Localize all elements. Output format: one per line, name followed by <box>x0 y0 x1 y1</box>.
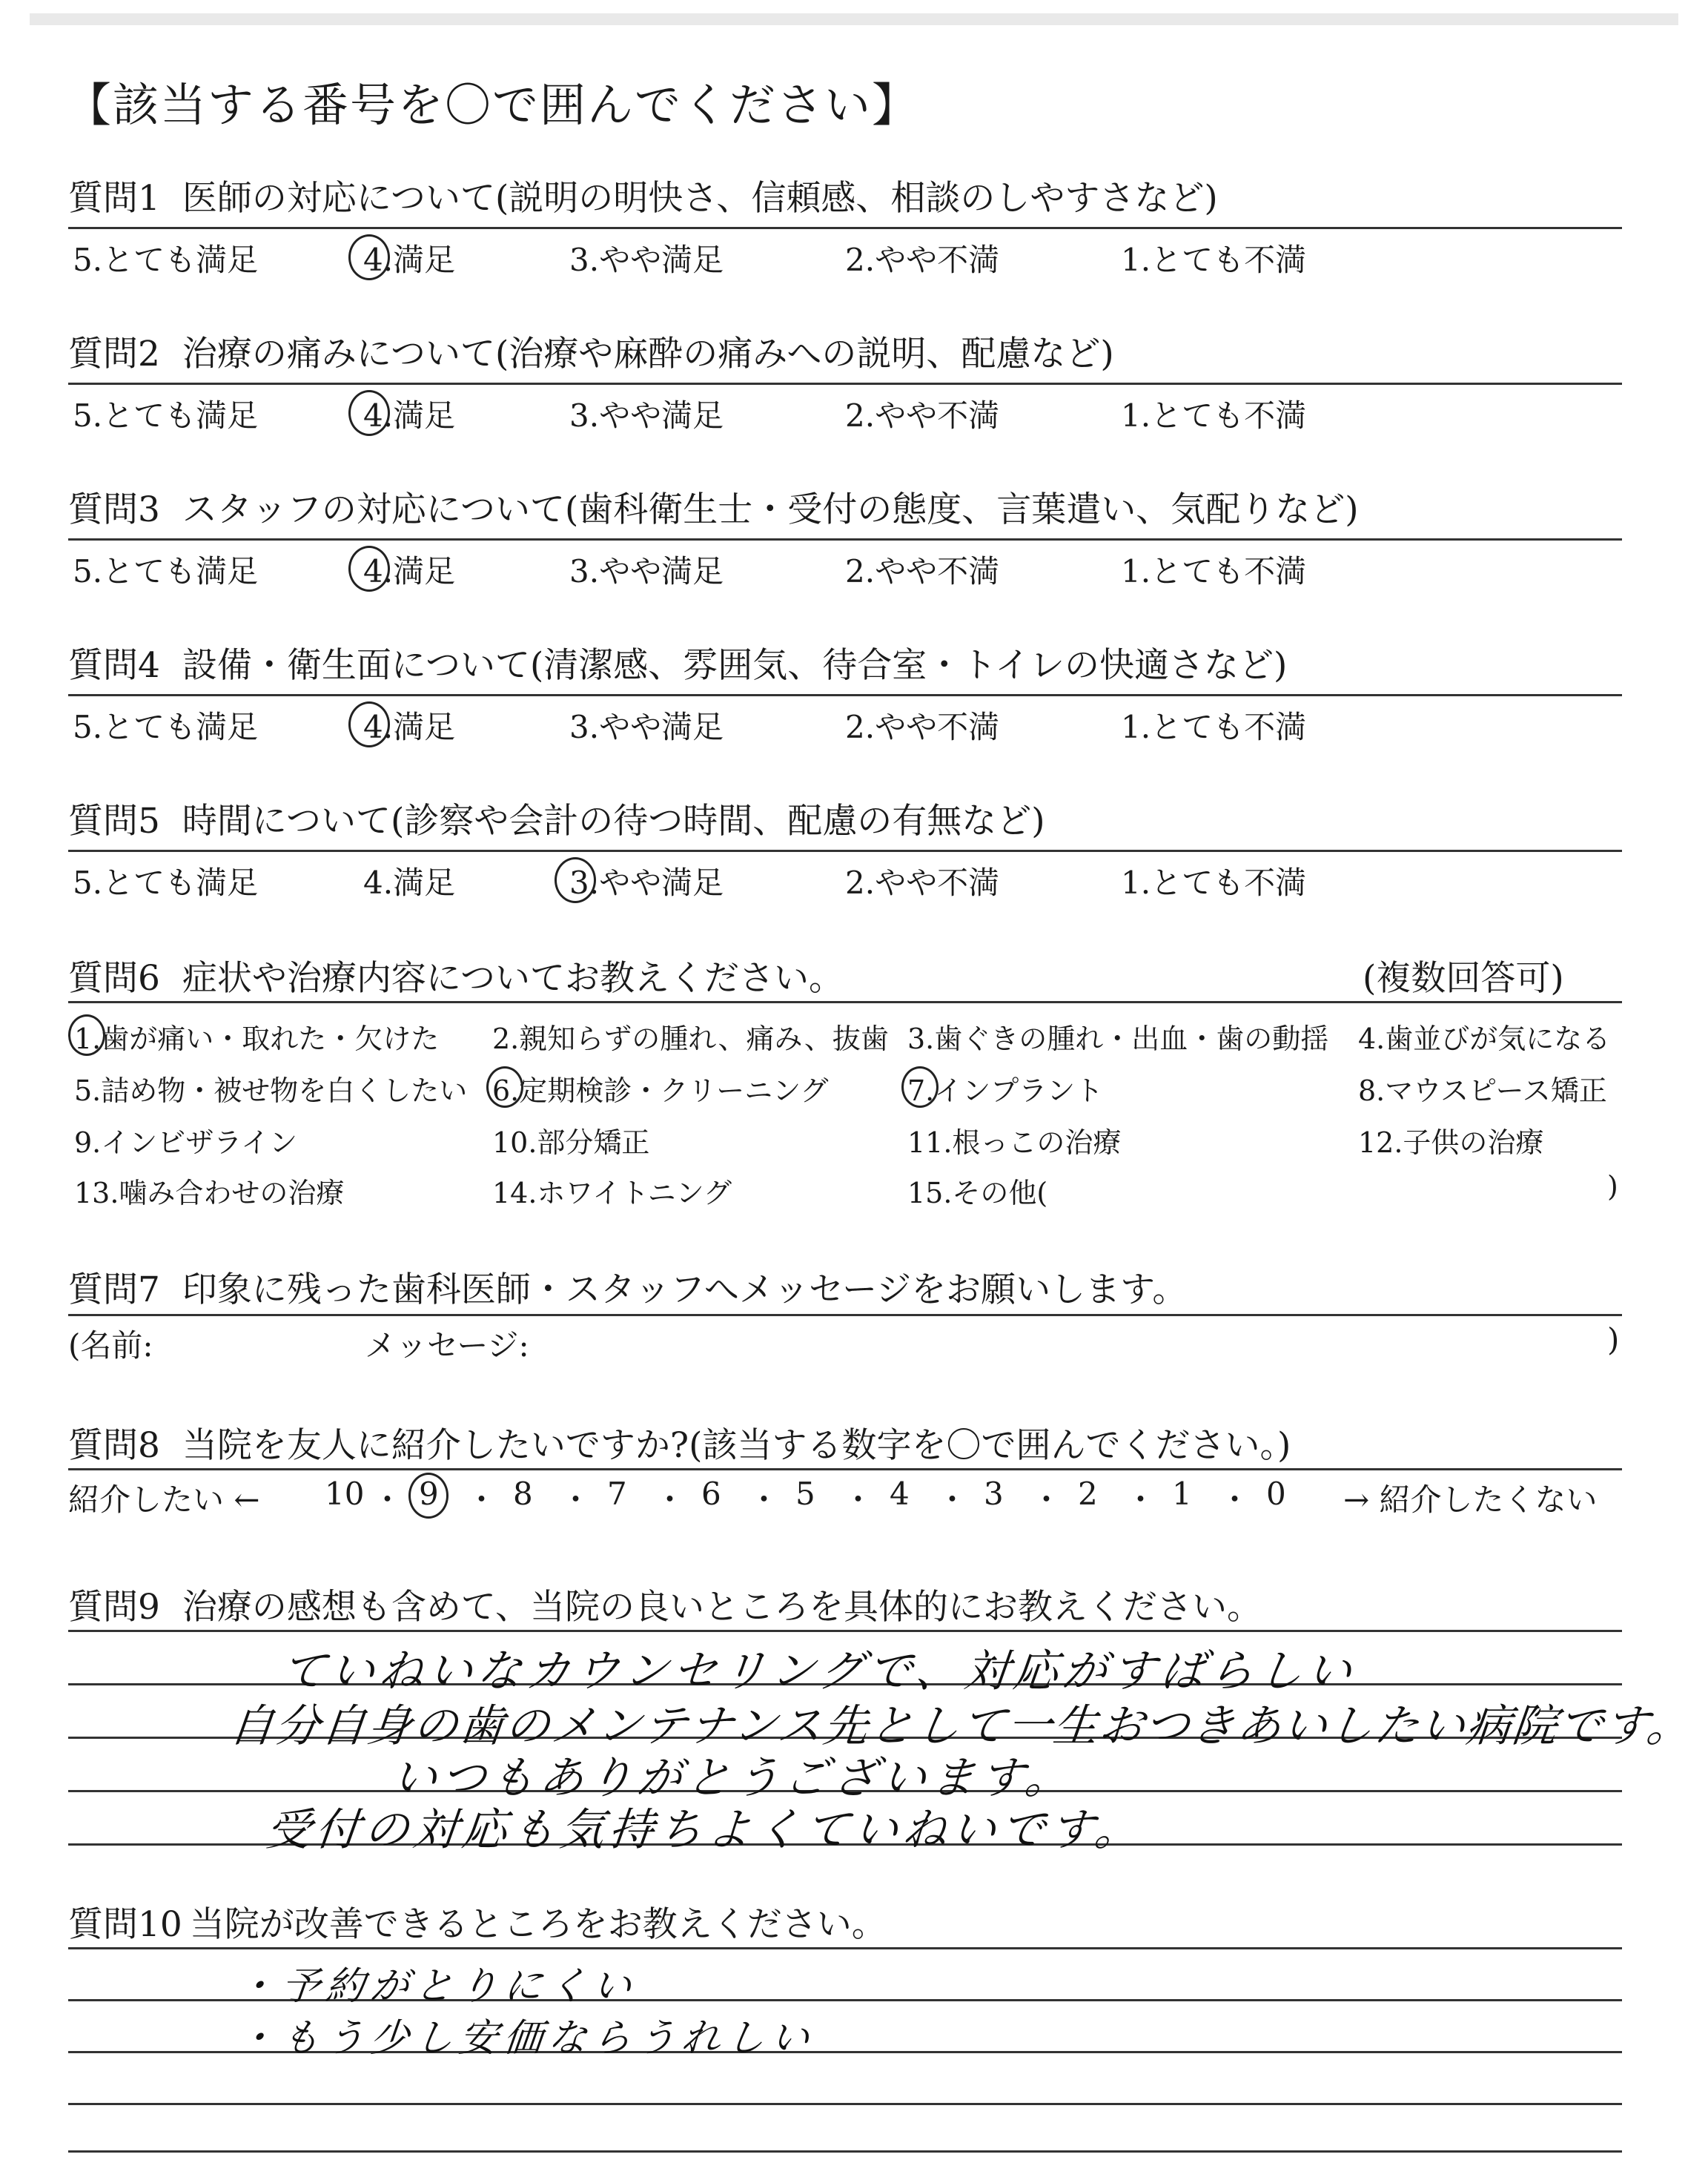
q9-handwriting-1: ていねいなカウンセリングで、対応がすばらしい <box>278 1645 1359 1697</box>
q4-number: 質問4 <box>68 645 160 686</box>
q8-scale-5[interactable]: 5 <box>795 1476 815 1512</box>
q2-text: 治療の痛みについて(治療や麻酔の痛みへの説明、配慮など) <box>182 334 1114 374</box>
q5-option-3[interactable]: 3.やや満足 <box>569 865 724 901</box>
q8-scale-separator: ・ <box>654 1482 686 1518</box>
q6-option-11[interactable]: 11.根っこの治療 <box>907 1126 1122 1159</box>
q1-option-3[interactable]: 3.やや満足 <box>569 242 724 278</box>
q8-selection-circle <box>408 1473 448 1519</box>
q6-selection-circle <box>68 1014 105 1056</box>
q3-text: スタッフの対応について(歯科衛生士・受付の態度、言葉遣い、気配りなど) <box>182 489 1359 530</box>
q1-option-4[interactable]: 4.満足 <box>363 242 456 278</box>
q9-rule <box>68 1630 1622 1632</box>
q6-other-close-paren: ) <box>1607 1170 1618 1203</box>
q8-scale-4[interactable]: 4 <box>890 1476 910 1512</box>
q3-option-5[interactable]: 5.とても満足 <box>73 553 259 589</box>
q9-handwriting-4: 受付の対応も気持ちよくていねいです。 <box>263 1804 1147 1856</box>
q1-text: 医師の対応について(説明の明快さ、信頼感、相談のしやすさなど) <box>182 178 1218 219</box>
q7-rule <box>68 1314 1622 1316</box>
q2-option-1[interactable]: 1.とても不満 <box>1121 397 1307 434</box>
q2-title <box>68 326 1114 376</box>
q10-handwriting-2: ・もう少し安価ならうれしい <box>234 2016 818 2061</box>
q4-option-3[interactable]: 3.やや満足 <box>569 709 724 745</box>
q3-option-3[interactable]: 3.やや満足 <box>569 553 724 589</box>
q8-left-label: 紹介したい ← <box>68 1482 260 1518</box>
q6-option-4[interactable]: 4.歯並びが気になる <box>1358 1023 1611 1055</box>
q8-scale-1[interactable]: 1 <box>1172 1476 1192 1512</box>
q4-rule <box>68 694 1622 696</box>
q2-option-3[interactable]: 3.やや満足 <box>569 397 724 434</box>
q9-handwriting-2: 自分自身の歯のメンテナンス先として一生おつきあいしたい病院です。 <box>226 1700 1695 1752</box>
q6-selection-circle <box>901 1066 939 1108</box>
q3-option-4[interactable]: 4.満足 <box>363 553 456 589</box>
q5-option-1[interactable]: 1.とても不満 <box>1121 865 1307 901</box>
q6-option-6[interactable]: 6.定期検診・クリーニング <box>492 1074 829 1107</box>
q6-option-1[interactable]: 1.歯が痛い・取れた・欠けた <box>74 1023 440 1055</box>
q5-option-5[interactable]: 5.とても満足 <box>73 865 259 901</box>
q6-note: (複数回答可) <box>1363 958 1564 999</box>
q8-scale-2[interactable]: 2 <box>1078 1476 1098 1512</box>
q8-scale-separator: ・ <box>371 1482 403 1518</box>
q5-option-4[interactable]: 4.満足 <box>363 865 456 901</box>
q6-text: 症状や治療内容についてお教えください。 <box>182 958 844 999</box>
q4-option-1[interactable]: 1.とても不満 <box>1121 709 1307 745</box>
q8-title <box>68 1418 1291 1467</box>
q6-option-14[interactable]: 14.ホワイトニング <box>492 1177 732 1209</box>
q6-option-7[interactable]: 7.インプラント <box>907 1074 1104 1107</box>
q3-title <box>68 482 1359 532</box>
q2-option-2[interactable]: 2.やや不満 <box>845 397 1000 434</box>
q2-selection-circle <box>348 390 390 436</box>
q6-option-2[interactable]: 2.親知らずの腫れ、痛み、抜歯 <box>492 1023 889 1055</box>
q8-scale-separator: ・ <box>1030 1482 1062 1518</box>
q7-message-label: メッセージ: <box>365 1327 529 1364</box>
q6-option-13[interactable]: 13.噛み合わせの治療 <box>74 1177 345 1209</box>
q1-selection-circle <box>348 234 390 280</box>
q8-scale-separator: ・ <box>842 1482 874 1518</box>
q6-rule <box>68 1001 1622 1003</box>
q9-number: 質問9 <box>68 1587 160 1628</box>
q8-scale-7[interactable]: 7 <box>607 1476 627 1512</box>
q9-text: 治療の感想も含めて、当院の良いところを具体的にお教えください。 <box>182 1587 1262 1628</box>
q3-option-2[interactable]: 2.やや不満 <box>845 553 1000 589</box>
q9-handwriting-3: いつもありがとうございます。 <box>389 1752 1077 1804</box>
q7-text: 印象に残った歯科医師・スタッフへメッセージをお願いします。 <box>182 1269 1188 1310</box>
q2-option-4[interactable]: 4.満足 <box>363 397 456 434</box>
q5-selection-circle <box>555 857 596 903</box>
q5-number: 質問5 <box>68 801 160 842</box>
q8-text: 当院を友人に紹介したいですか?(該当する数字を〇で囲んでください。) <box>182 1425 1291 1466</box>
q10-number: 質問10 <box>68 1904 182 1945</box>
q8-scale-8[interactable]: 8 <box>513 1476 533 1512</box>
q2-number: 質問2 <box>68 334 160 374</box>
q6-option-3[interactable]: 3.歯ぐきの腫れ・出血・歯の動揺 <box>907 1023 1329 1055</box>
q9-title <box>68 1579 1262 1629</box>
q4-option-2[interactable]: 2.やや不満 <box>845 709 1000 745</box>
q3-rule <box>68 538 1622 541</box>
q6-selection-circle <box>486 1066 523 1108</box>
q8-scale-0[interactable]: 0 <box>1266 1476 1286 1512</box>
q7-number: 質問7 <box>68 1269 160 1310</box>
scan-top-edge <box>30 13 1678 25</box>
q6-number: 質問6 <box>68 958 160 999</box>
q10-rule <box>68 1947 1622 1949</box>
q8-scale-separator: ・ <box>1125 1482 1156 1518</box>
q1-option-5[interactable]: 5.とても満足 <box>73 242 259 278</box>
q8-scale-separator: ・ <box>466 1482 497 1518</box>
q8-right-label: → 紹介したくない <box>1343 1482 1598 1518</box>
q10-line-3 <box>68 2103 1622 2105</box>
q8-scale-separator: ・ <box>748 1482 780 1518</box>
q8-scale-separator: ・ <box>560 1482 592 1518</box>
q4-option-5[interactable]: 5.とても満足 <box>73 709 259 745</box>
q1-option-2[interactable]: 2.やや不満 <box>845 242 1000 278</box>
q6-option-9[interactable]: 9.インビザライン <box>74 1126 298 1159</box>
q2-rule <box>68 383 1622 385</box>
q1-number: 質問1 <box>68 178 160 219</box>
q3-number: 質問3 <box>68 489 160 530</box>
q7-title <box>68 1262 1187 1312</box>
q10-line-4 <box>68 2150 1622 2153</box>
q8-scale-separator: ・ <box>1219 1482 1251 1518</box>
q10-title <box>68 1897 887 1946</box>
q8-scale-10[interactable]: 10 <box>325 1476 365 1512</box>
q8-scale-6[interactable]: 6 <box>701 1476 721 1512</box>
q6-option-12[interactable]: 12.子供の治療 <box>1358 1126 1544 1159</box>
q2-option-5[interactable]: 5.とても満足 <box>73 397 259 434</box>
q4-text: 設備・衛生面について(清潔感、雰囲気、待合室・トイレの快適さなど) <box>182 645 1288 686</box>
q3-option-1[interactable]: 1.とても不満 <box>1121 553 1307 589</box>
q4-selection-circle <box>348 701 390 747</box>
q6-option-5[interactable]: 5.詰め物・被せ物を白くしたい <box>74 1074 468 1107</box>
q4-title <box>68 638 1287 687</box>
q8-scale-9[interactable]: 9 <box>419 1476 439 1512</box>
q6-option-10[interactable]: 10.部分矯正 <box>492 1126 650 1159</box>
q1-rule <box>68 227 1622 229</box>
q6-option-8[interactable]: 8.マウスピース矯正 <box>1358 1074 1607 1107</box>
q5-text: 時間について(診察や会計の待つ時間、配慮の有無など) <box>182 801 1045 842</box>
q6-option-15[interactable]: 15.その他( <box>907 1177 1048 1209</box>
q8-rule <box>68 1468 1622 1470</box>
q7-name-label: (名前: <box>68 1327 153 1364</box>
q1-option-1[interactable]: 1.とても不満 <box>1121 242 1307 278</box>
q5-title <box>68 793 1045 843</box>
q10-handwriting-1: ・予約がとりにくい <box>234 1964 640 2009</box>
q6-title <box>68 951 844 1000</box>
q8-number: 質問8 <box>68 1425 160 1466</box>
q5-rule <box>68 850 1622 852</box>
q1-title <box>68 171 1218 220</box>
q7-close-paren: ) <box>1607 1321 1620 1358</box>
q5-option-2[interactable]: 2.やや不満 <box>845 865 1000 901</box>
q3-selection-circle <box>348 546 390 592</box>
form-header: 【該当する番号を〇で囲んでください】 <box>65 78 920 132</box>
q8-scale-separator: ・ <box>936 1482 968 1518</box>
q8-scale-3[interactable]: 3 <box>984 1476 1004 1512</box>
q4-option-4[interactable]: 4.満足 <box>363 709 456 745</box>
q10-text: 当院が改善できるところをお教えください。 <box>189 1904 887 1945</box>
